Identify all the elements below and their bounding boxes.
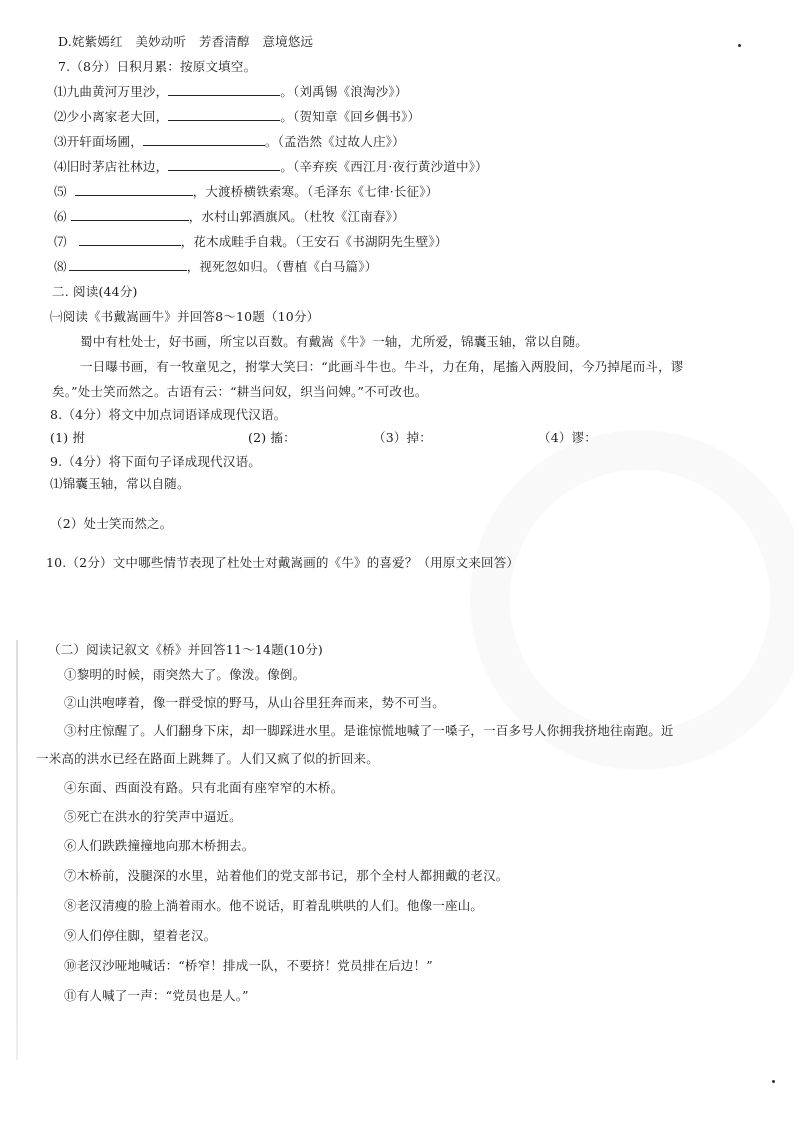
answer-blank[interactable] xyxy=(69,259,187,271)
q7-item-6: ⑹ ，水村山郭酒旗风。（杜牧《江南春》） xyxy=(54,209,405,224)
q10-stem: 10.（2分）文中哪些情节表现了杜处士对戴嵩画的《牛》的喜爱？（用原文来回答） xyxy=(46,555,520,570)
q8-item-3: （3）掉： xyxy=(373,430,432,445)
passage-1-line-2: 一日曝书画，有一牧童见之，拊掌大笑曰：“此画斗牛也。牛斗，力在角，尾搐入两股间，今乃掉尾而斗，谬 xyxy=(80,359,684,374)
passage-1-line-1: 蜀中有杜处士，好书画，所宝以百数。有戴嵩《牛》一轴，尤所爱，锦囊玉轴，常以自随。 xyxy=(80,334,589,349)
q8-stem: 8.（4分）将文中加点词语译成现代汉语。 xyxy=(50,407,287,422)
q7-item-7: ⑺ ，花木成畦手自栽。（王安石《书湖阴先生壁》） xyxy=(54,234,448,249)
part-2-title: （二）阅读记叙文《桥》并回答11～14题(10分) xyxy=(48,642,323,657)
passage-1-line-3: 矣。”处士笑而然之。古语有云：“耕当问奴，织当问婢。”不可改也。 xyxy=(52,384,428,399)
q8-item-4: （4）谬： xyxy=(538,430,597,445)
q7-item-1: ⑴九曲黄河万里沙， 。（刘禹锡《浪淘沙》） xyxy=(54,84,408,99)
passage-2-para-10: ⑩老汉沙哑地喊话：“桥窄！排成一队，不要挤！党员排在后边！” xyxy=(64,958,433,973)
answer-blank[interactable] xyxy=(168,109,280,121)
part-1-title: ㈠阅读《书戴嵩画牛》并回答8～10题（10分） xyxy=(50,309,320,324)
q8-item-1: (1) 拊 xyxy=(50,430,86,445)
scan-speck xyxy=(772,1080,775,1083)
answer-blank[interactable] xyxy=(75,184,193,196)
answer-blank[interactable] xyxy=(71,209,189,221)
passage-2-para-2: ②山洪咆哮着，像一群受惊的野马，从山谷里狂奔而来，势不可当。 xyxy=(64,695,446,710)
q7-item-5: ⑸ ，大渡桥横铁索寒。（毛泽东《七律·长征》） xyxy=(54,184,439,199)
passage-2-para-11: ⑪有人喊了一声：“党员也是人。” xyxy=(64,988,249,1003)
answer-blank[interactable] xyxy=(168,84,280,96)
answer-blank[interactable] xyxy=(168,159,280,171)
passage-2-para-3: ③村庄惊醒了。人们翻身下床，却一脚踩进水里。是谁惊慌地喊了一嗓子，一百多号人你拥我挤地往南跑。近 xyxy=(64,723,674,738)
q7-item-8: ⑻ ，视死忽如归。（曹植《白马篇》） xyxy=(54,259,378,274)
q9-item-2: （2）处士笑而然之。 xyxy=(50,516,173,531)
q6-option-d: D.姹紫嫣红 美妙动听 芳香清醇 意境悠远 xyxy=(58,34,314,49)
q9-item-1: ⑴锦囊玉轴，常以自随。 xyxy=(50,476,190,491)
passage-2-para-7: ⑦木桥前，没腿深的水里，站着他们的党支部书记，那个全村人都拥戴的老汉。 xyxy=(64,868,509,883)
passage-2-para-6: ⑥人们跌跌撞撞地向那木桥拥去。 xyxy=(64,838,255,853)
passage-2-para-1: ①黎明的时候，雨突然大了。像泼。像倒。 xyxy=(64,667,306,682)
q8-item-2: (2) 搐： xyxy=(248,430,296,445)
passage-2-para-9: ⑨人们停住脚，望着老汉。 xyxy=(64,928,217,943)
section-2-title: 二. 阅读(44分) xyxy=(52,284,138,299)
answer-blank[interactable] xyxy=(79,234,181,246)
q7-item-4: ⑷旧时茅店社林边， 。（辛弃疾《西江月·夜行黄沙道中》） xyxy=(54,159,488,174)
passage-2-para-3-cont: 一米高的洪水已经在路面上跳舞了。人们又疯了似的折回来。 xyxy=(36,751,379,766)
q9-stem: 9.（4分）将下面句子译成现代汉语。 xyxy=(50,454,261,469)
background-watermark xyxy=(470,430,794,770)
passage-2-para-5: ⑤死亡在洪水的狞笑声中逼近。 xyxy=(64,809,242,824)
passage-2-para-4: ④东面、西面没有路。只有北面有座窄窄的木桥。 xyxy=(64,780,344,795)
answer-blank[interactable] xyxy=(143,134,265,146)
scan-speck xyxy=(738,44,741,47)
passage-2-para-8: ⑧老汉清瘦的脸上淌着雨水。他不说话，盯着乱哄哄的人们。他像一座山。 xyxy=(64,898,484,913)
q7-item-3: ⑶开轩面场圃， 。（孟浩然《过故人庄》） xyxy=(54,134,405,149)
q7-item-2: ⑵少小离家老大回， 。（贺知章《回乡偶书》） xyxy=(54,109,421,124)
scan-edge xyxy=(16,640,18,1060)
q7-stem: 7.（8分）日积月累：按原文填空。 xyxy=(58,59,257,74)
